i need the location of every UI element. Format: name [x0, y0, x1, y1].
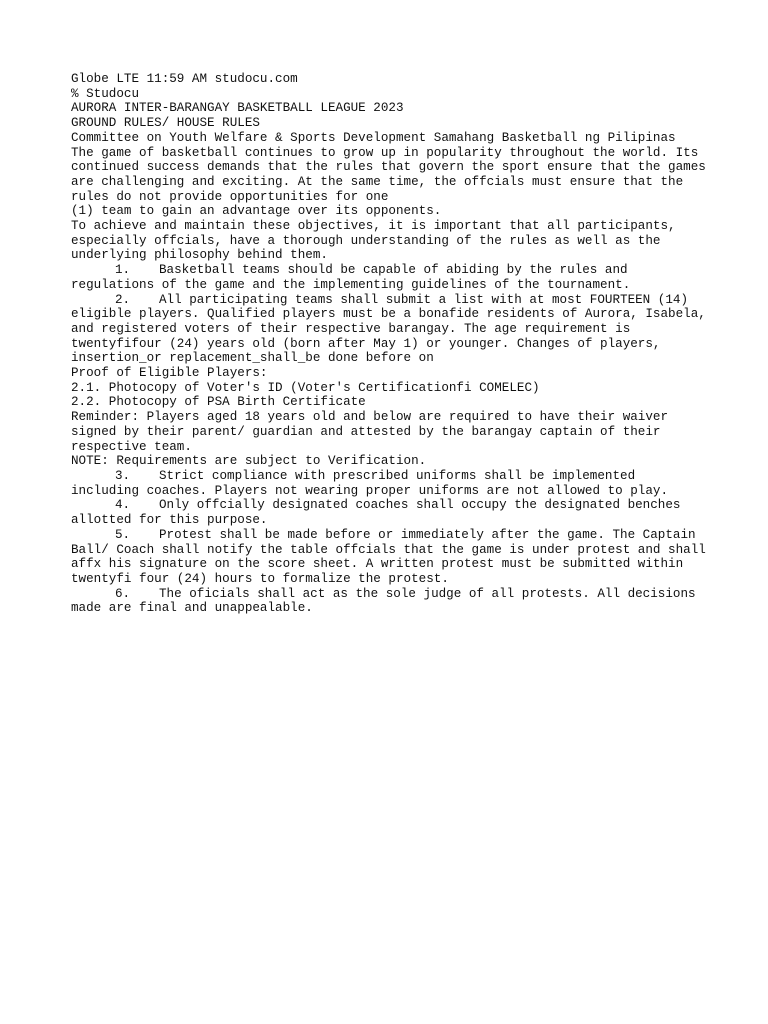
- rule-first-line: Protest shall be made before or immediately after the game. The Captain: [159, 527, 696, 542]
- rule-item: [71, 498, 711, 527]
- rule-number: 4.: [115, 498, 131, 513]
- rule-number: 3.: [115, 468, 131, 483]
- studocu-mark: % Studocu: [71, 86, 140, 101]
- rule-text: allotted for this purpose.: [71, 513, 268, 528]
- rules-heading: GROUND RULES/ HOUSE RULES: [71, 116, 260, 131]
- rule-item: [71, 527, 714, 587]
- rule-text: Ball/ Coach shall notify the table offcials that the game is under protest and shall affx his signature on the score sheet. A written protest must be submitted within twentyfi four (24) hours to formalize the protest.: [71, 542, 714, 586]
- proof-heading: Proof of Eligible Players:: [71, 366, 268, 381]
- document-page: [71, 72, 714, 616]
- rule-text: eligible players. Qualified players must be a bonafide residents of Aurora, Isabela, and registered voters of their respective barangay. The age requirement is twentyfifour (24) years old (born after May 1) or younger. Changes of players, insertion_or replacement_shall_be done before on: [71, 307, 714, 366]
- committee-line: Committee on Youth Welfare & Sports Development Samahang Basketball ng Pilipinas: [71, 130, 676, 145]
- rule-number: 6.: [115, 586, 131, 601]
- rule-first-line: Basketball teams should be capable of abiding by the rules and: [159, 263, 628, 278]
- rule-first-line: All participating teams shall submit a list with at most FOURTEEN (14): [159, 292, 689, 307]
- rule-item: [71, 587, 711, 616]
- rule-item: [71, 469, 711, 498]
- rule-number: 5.: [115, 527, 131, 542]
- proof-item: 2.1. Photocopy of Voter's ID (Voter's Certificationfi COMELEC): [71, 380, 540, 395]
- rule-first-line: Strict compliance with prescribed uniforms shall be implemented: [159, 468, 636, 483]
- rule-text: made are final and unappealable.: [71, 601, 313, 616]
- rule-text: including coaches. Players not wearing proper uniforms are not allowed to play.: [71, 483, 669, 498]
- objectives-paragraph: To achieve and maintain these objectives, it is important that all participants, especially offcials, have a thorough understanding of the rules as well as the underlying philosophy behind them.: [71, 219, 684, 263]
- intro-tail: (1) team to gain an advantage over its opponents.: [71, 204, 442, 219]
- rule-number: 1.: [115, 263, 131, 278]
- intro-paragraph: The game of basketball continues to grow up in popularity throughout the world. Its continued success demands that the rules that govern the sport ensure that the games are challenging and exciting. At the same time, the offcials must ensure that the rules do not provide opportunities for one: [71, 145, 714, 204]
- rule-first-line: Only offcially designated coaches shall occupy the designated benches: [159, 498, 681, 513]
- rule-first-line: The oficials shall act as the sole judge of all protests. All decisions: [159, 586, 696, 601]
- rule-text: regulations of the game and the implementing guidelines of the tournament.: [71, 277, 631, 292]
- league-title: AURORA INTER-BARANGAY BASKETBALL LEAGUE 2023: [71, 101, 404, 116]
- rule-item: [71, 292, 714, 367]
- note-text: NOTE: Requirements are subject to Verification.: [71, 454, 427, 469]
- rule-number: 2.: [115, 292, 131, 307]
- status-bar-text: Globe LTE 11:59 AM studocu.com: [71, 72, 298, 86]
- proof-item: 2.2. Photocopy of PSA Birth Certificate: [71, 395, 366, 410]
- rule-item: [71, 263, 711, 292]
- reminder-text: Reminder: Players aged 18 years old and below are required to have their waiver signed by their parent/ guardian and attested by the barangay captain of their respective team.: [71, 410, 676, 454]
